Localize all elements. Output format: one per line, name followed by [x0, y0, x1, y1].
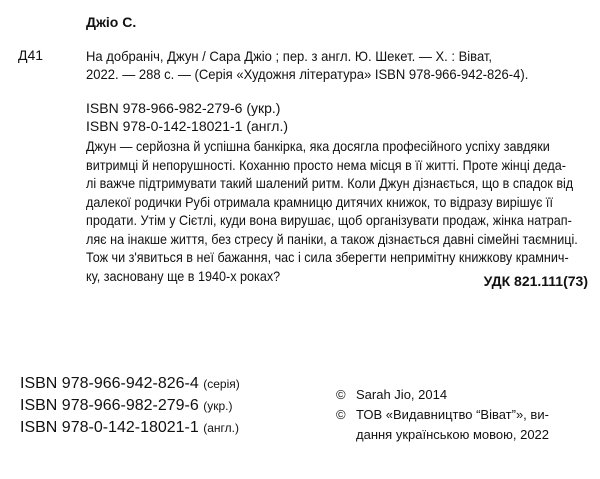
copyright-line — [336, 385, 549, 405]
isbn-line — [20, 417, 240, 439]
isbn-number: ISBN 978-0-142-18021-1 — [20, 419, 199, 436]
udk-code: УДК 821.111(73) — [483, 273, 588, 289]
annotation-line: витримці й непорушності. Коханню просто нема місця в її житті. Проте жінці деда- — [86, 156, 566, 173]
annotation-line: ку, засновану ще в 1940-х роках? — [86, 267, 281, 284]
author-name: Джіо С. — [86, 14, 137, 30]
isbn-note: (серія) — [203, 377, 240, 391]
annotation — [86, 137, 600, 285]
annotation-line: Тож чи з'явиться в неї бажання, час і сила зберегти непримітну книжкову крамнич- — [86, 249, 569, 265]
annotation-line: лі важче підтримувати такий шалений ритм. Коли Джун дізнається, що в спадок від — [86, 175, 574, 191]
annotation-line: ляє на інакше життя, без стресу й паніки, а також дізнається давні сімейні таємниці. — [86, 230, 578, 247]
isbn-number: ISBN 978-966-982-279-6 — [20, 397, 199, 414]
isbn-list-bottom — [20, 373, 240, 439]
copyright-edition: дання українською мовою, 2022 — [356, 427, 550, 442]
copyright-author: Sarah Jio, 2014 — [356, 387, 448, 402]
bibliographic-line: На добраніч, Джун / Сара Джіо ; пер. з англ. Ю. Шекет. — Х. : Віват, — [86, 48, 493, 64]
copyright-publisher: ТОВ «Видавництво “Віват”», ви- — [356, 407, 549, 422]
annotation-line: далекої родички Рубі отримала крамницю дитячих книжок, то відразу вирішує її — [86, 193, 553, 210]
isbn-list-top — [86, 99, 288, 135]
isbn-note: (укр.) — [203, 399, 233, 413]
isbn-line — [20, 395, 240, 417]
annotation-line: продати. Утім у Сієтлі, куди вона вирушає, щоб організувати продаж, жінка натрап- — [86, 212, 572, 228]
copyright-line — [336, 425, 549, 445]
copyright-symbol: © — [336, 407, 346, 422]
isbn-line: ISBN 978-0-142-18021-1 (англ.) — [86, 118, 289, 134]
isbn-number: ISBN 978-966-942-826-4 — [20, 375, 199, 392]
bibliographic-line: 2022. — 288 с. — (Серія «Художня література» ISBN 978-966-942-826-4). — [86, 66, 529, 82]
annotation-line: Джун — серйозна й успішна банкірка, яка досягла професійного успіху завдяки — [86, 138, 550, 154]
isbn-line — [20, 373, 240, 395]
catalog-code: Д41 — [18, 47, 44, 63]
isbn-line: ISBN 978-966-982-279-6 (укр.) — [86, 100, 281, 116]
copyright-symbol: © — [336, 387, 346, 402]
copyright-block — [336, 385, 549, 445]
bibliographic-record — [86, 47, 562, 83]
copyright-line — [336, 405, 549, 425]
isbn-note: (англ.) — [203, 421, 239, 435]
